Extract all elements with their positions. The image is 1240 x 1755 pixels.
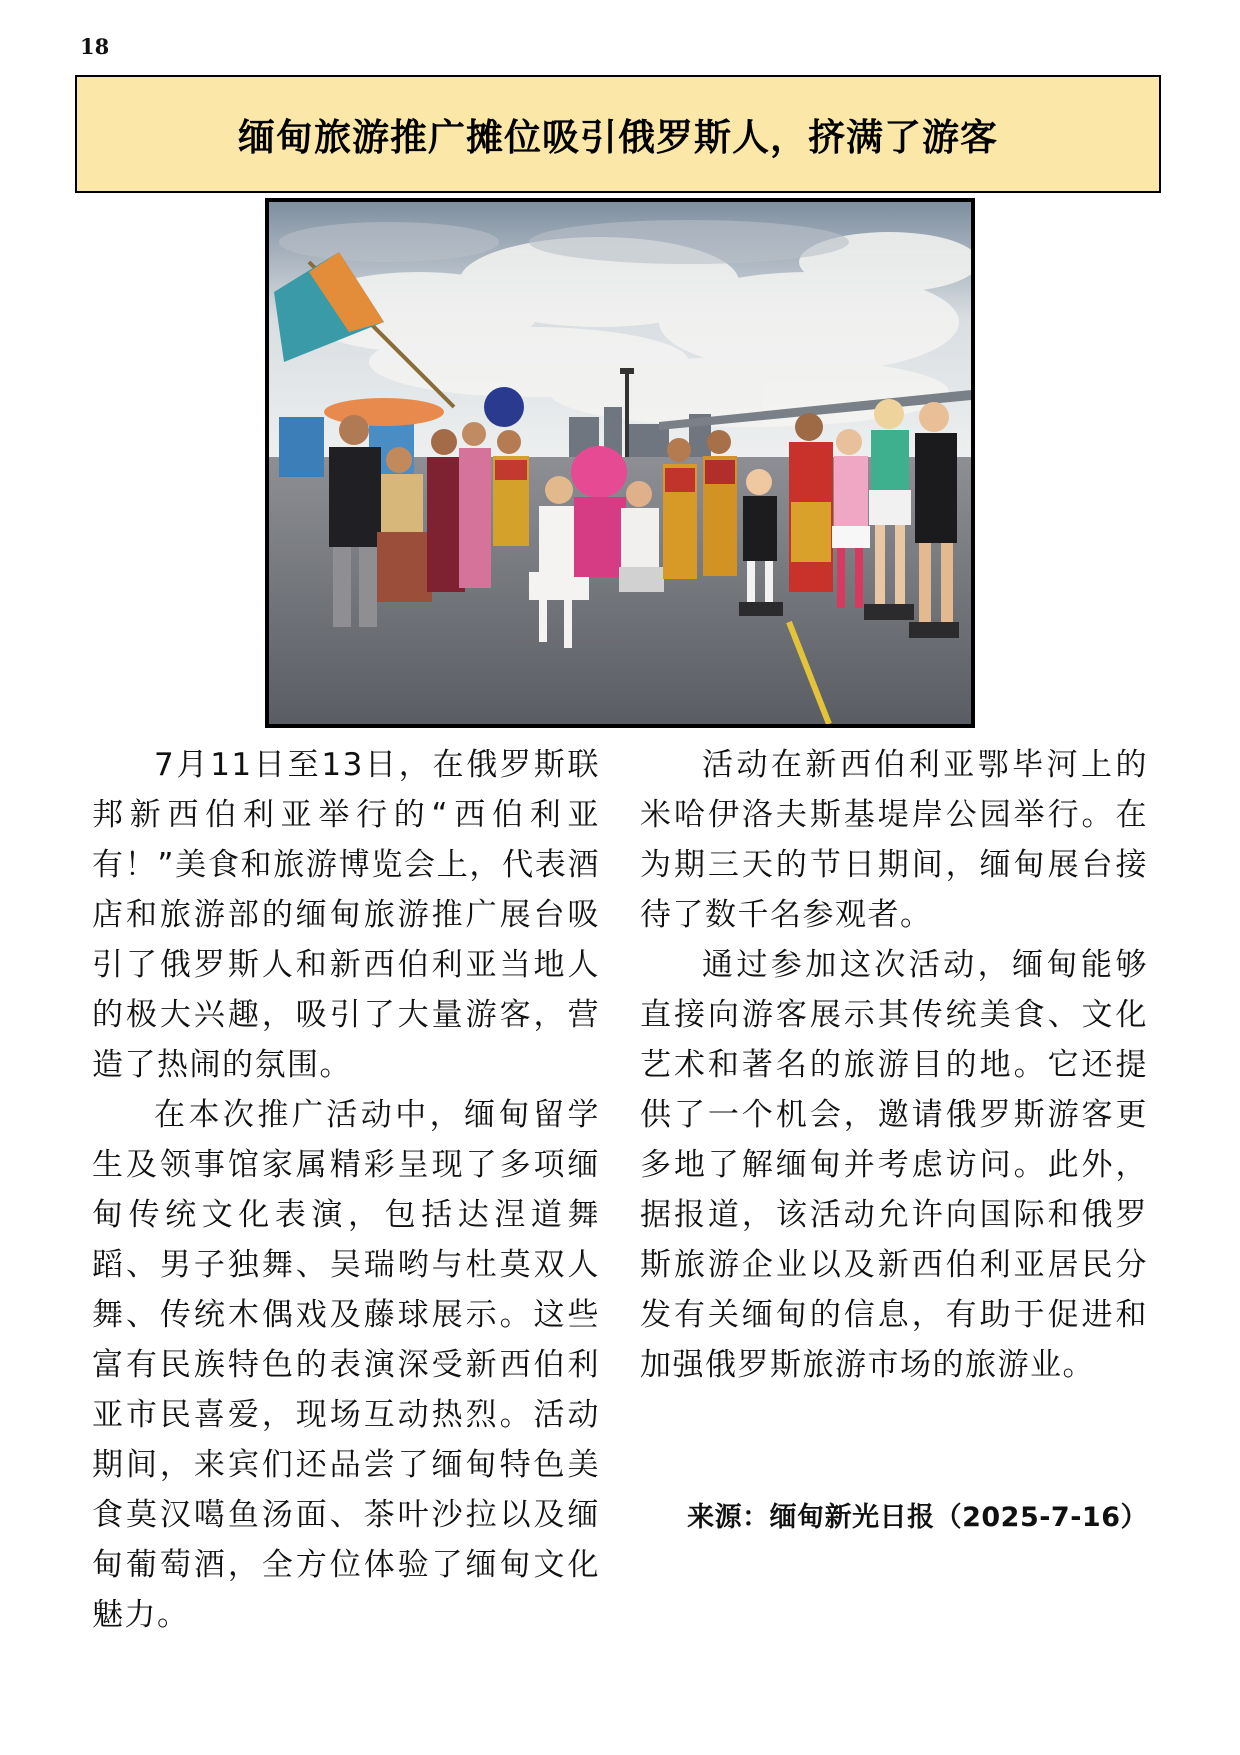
article-column-left (92, 740, 600, 1640)
article-paragraph: 7月11日至13日，在俄罗斯联邦新西伯利亚举行的“西伯利亚有！”美食和旅游博览会上，代表酒店和旅游部的缅甸旅游推广展台吸引了俄罗斯人和新西伯利亚当地人的极大兴趣，吸引了大量游客，营造了热闹的氛围。 (92, 747, 600, 1083)
article-title: 缅甸旅游推广摊位吸引俄罗斯人，挤满了游客 (238, 116, 998, 159)
article-paragraph: 活动在新西伯利亚鄂毕河上的米哈伊洛夫斯基堤岸公园举行。在为期三天的节日期间，缅甸展台接待了数千名参观者。 (640, 747, 1148, 933)
article-photo (265, 198, 975, 728)
article-source: 来源：缅甸新光日报（2025-7-16） (687, 1502, 1148, 1533)
article-column-right (640, 740, 1148, 1390)
article-paragraph: 通过参加这次活动，缅甸能够直接向游客展示其传统美食、文化艺术和著名的旅游目的地。它还提供了一个机会，邀请俄罗斯游客更多地了解缅甸并考虑访问。此外，据报道，该活动允许向国际和俄罗斯旅游企业以及新西伯利亚居民分发有关缅甸的信息，有助于促进和加强俄罗斯旅游市场的旅游业。 (640, 947, 1148, 1383)
group-photo-illustration (269, 202, 971, 724)
article-paragraph: 在本次推广活动中，缅甸留学生及领事馆家属精彩呈现了多项缅甸传统文化表演，包括达涅道舞蹈、男子独舞、吴瑞哟与杜莫双人舞、传统木偶戏及藤球展示。这些富有民族特色的表演深受新西伯利亚市民喜爱，现场互动热烈。活动期间，来宾们还品尝了缅甸特色美食莫汉噶鱼汤面、茶叶沙拉以及缅甸葡萄酒，全方位体验了缅甸文化魅力。 (92, 1097, 600, 1633)
page-number: 18 (80, 34, 110, 59)
article-title-box (75, 75, 1161, 193)
